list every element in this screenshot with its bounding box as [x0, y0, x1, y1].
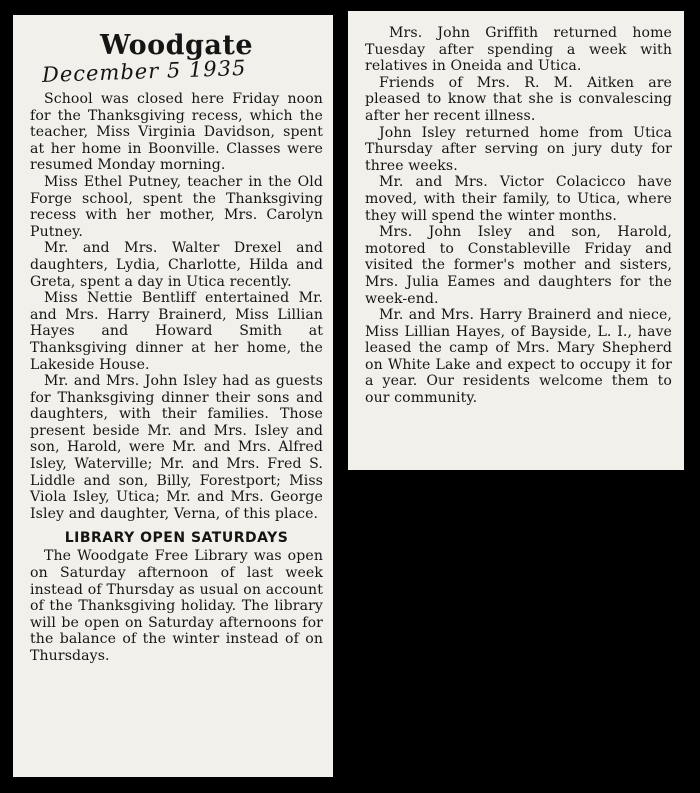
left-clipping [13, 15, 333, 777]
article-paragraph: Miss Nettie Bentliff entertained Mr. and Mrs. Harry Brainerd, Miss Lillian Hayes and Howard Smith at Thanksgiving dinner at her home, the Lakeside House. [30, 290, 323, 373]
article-paragraph: Mr. and Mrs. Walter Drexel and daughters, Lydia, Charlotte, Hilda and Greta, spent a day in Utica recently. [30, 240, 323, 290]
article-title: Woodgate [99, 30, 254, 61]
library-paragraph: The Woodgate Free Library was open on Saturday afternoon of last week instead of Thursday as usual on account of the Thanksgiving holiday. The library will be open on Saturday afternoons for the balance of the winter instead of on Thursdays. [30, 548, 323, 664]
article-paragraph: School was closed here Friday noon for the Thanksgiving recess, which the teacher, Miss Virginia Davidson, spent at her home in Boonville. Classes were resumed Monday morning. [30, 91, 323, 174]
article-paragraph: Friends of Mrs. R. M. Aitken are pleased to know that she is convalescing after her recent illness. [365, 74, 672, 124]
library-subheading: LIBRARY OPEN SATURDAYS [64, 530, 289, 547]
article-paragraph: Mr. and Mrs. Harry Brainerd and niece, Miss Lillian Hayes, of Bayside, L. I., have leased the camp of Mrs. Mary Shepherd on White Lake and expect to occupy it for a year. Our residents welcome them to our community. [365, 307, 672, 407]
article-paragraph: Miss Ethel Putney, teacher in the Old Forge school, spent the Thanksgiving recess with her mother, Mrs. Carolyn Putney. [30, 173, 323, 240]
article-paragraph: Mrs. John Isley and son, Harold, motored to Constableville Friday and visited the former's mother and sisters, Mrs. Julia Eames and daughters for the week-end. [365, 224, 672, 307]
article-paragraph: Mrs. John Griffith returned home Tuesday after spending a week with relatives in Oneida and Utica. [365, 25, 672, 75]
article-paragraph: Mr. and Mrs. John Isley had as guests for Thanksgiving dinner their sons and daughters, with their families. Those present beside Mr. and Mrs. Isley and son, Harold, were Mr. and Mrs. Alfred Isley, Waterville; Mr. and Mrs. Fred S. Liddle and son, Billy, Forestport; Miss Viola Isley, Utica; Mr. and Mrs. George Isley and daughter, Verna, of this place. [30, 373, 323, 522]
article-paragraph: Mr. and Mrs. Victor Colacicco have moved, with their family, to Utica, where they will spend the winter months. [365, 174, 672, 224]
article-paragraph: John Isley returned home from Utica Thursday after serving on jury duty for three weeks. [365, 124, 672, 174]
right-clipping [348, 11, 684, 470]
handwritten-date: December 5 1935 [41, 55, 247, 87]
